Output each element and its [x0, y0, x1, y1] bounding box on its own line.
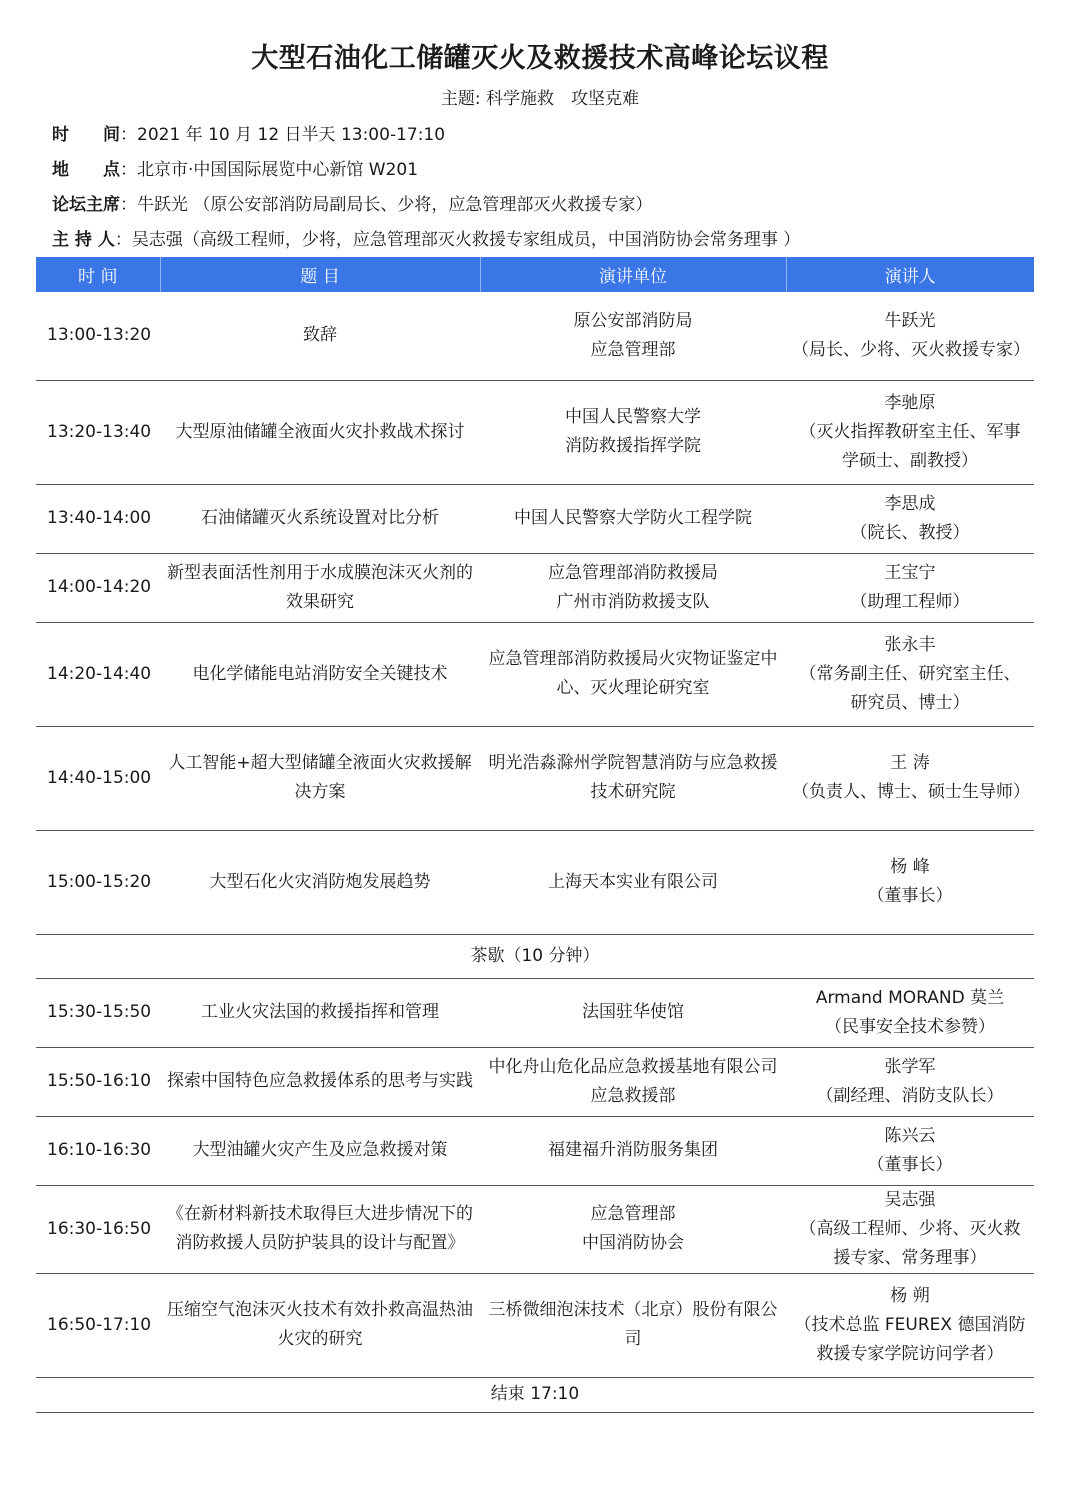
speaker-title: （灭火指挥教研室主任、军事学硕士、副教授）	[799, 421, 1021, 471]
break-label: 茶歇（10 分钟）	[36, 934, 1034, 978]
speaker-name: 李驰原	[884, 392, 936, 413]
speaker-cell	[786, 1047, 1034, 1116]
unit-cell: 上海天本实业有限公司	[480, 830, 786, 934]
time-cell: 15:00-15:20	[36, 830, 160, 934]
break-label: 结束 17:10	[36, 1377, 1034, 1412]
meta-chair	[52, 190, 652, 215]
speaker-name: 张学军	[884, 1056, 936, 1077]
speaker-name: 王 涛	[890, 753, 930, 773]
table-row	[36, 380, 1034, 484]
table-row	[36, 1047, 1034, 1116]
unit-cell: 福建福升消防服务集团	[480, 1116, 786, 1185]
speaker-name: 李思成	[884, 493, 936, 514]
speaker-title: （技术总监 FEUREX 德国消防救援专家学院访问学者）	[794, 1314, 1026, 1364]
speaker-name: 陈兴云	[884, 1125, 936, 1146]
speaker-title: （局长、少将、灭火救援专家）	[792, 339, 1030, 360]
page-title: 大型石油化工储罐灭火及救援技术高峰论坛议程	[251, 43, 829, 74]
speaker-cell	[786, 1185, 1034, 1273]
speaker-name: 王宝宁	[884, 562, 936, 583]
speaker-name: 吴志强	[884, 1189, 936, 1210]
table-row	[36, 978, 1034, 1047]
speaker-title: （董事长）	[867, 1154, 953, 1175]
meta-key: 地 点	[52, 160, 120, 180]
topic-cell: 致辞	[160, 292, 480, 380]
speaker-title: （助理工程师）	[850, 591, 970, 612]
time-cell: 14:20-14:40	[36, 622, 160, 726]
topic-cell: 石油储罐灭火系统设置对比分析	[160, 484, 480, 553]
time-cell: 13:00-13:20	[36, 292, 160, 380]
break-row	[36, 1377, 1034, 1412]
unit-cell: 应急管理部消防救援局 广州市消防救援支队	[480, 553, 786, 622]
unit-cell: 法国驻华使馆	[480, 978, 786, 1047]
time-cell: 14:40-15:00	[36, 726, 160, 830]
table-row	[36, 830, 1034, 934]
meta-value: ：2021 年 10 月 12 日半天 13:00-17:10	[120, 125, 446, 145]
speaker-title: （负责人、博士、硕士生导师）	[792, 782, 1030, 802]
speaker-title: （民事安全技术参赞）	[825, 1016, 995, 1037]
agenda-body	[36, 292, 1034, 1412]
topic-cell: 《在新材料新技术取得巨大进步情况下的消防救援人员防护装具的设计与配置》	[160, 1185, 480, 1273]
topic-cell: 压缩空气泡沫灭火技术有效扑救高温热油火灾的研究	[160, 1273, 480, 1377]
meta-value: ：吴志强（高级工程师，少将，应急管理部灭火救援专家组成员，中国消防协会常务理事 ）	[114, 230, 801, 250]
header-unit: 演讲单位	[480, 257, 786, 292]
speaker-name: 杨 朔	[890, 1285, 930, 1306]
speaker-title: （常务副主任、研究室主任、研究员、博士）	[799, 663, 1021, 713]
topic-cell: 探索中国特色应急救援体系的思考与实践	[160, 1047, 480, 1116]
speaker-cell	[786, 726, 1034, 830]
unit-cell: 中国人民警察大学 消防救援指挥学院	[480, 380, 786, 484]
break-row	[36, 934, 1034, 978]
topic-cell: 大型原油储罐全液面火灾扑救战术探讨	[160, 380, 480, 484]
time-cell: 14:00-14:20	[36, 553, 160, 622]
speaker-cell	[786, 978, 1034, 1047]
time-cell: 16:10-16:30	[36, 1116, 160, 1185]
speaker-title: （院长、教授）	[850, 522, 970, 543]
speaker-cell	[786, 1273, 1034, 1377]
unit-cell: 原公安部消防局 应急管理部	[480, 292, 786, 380]
meta-key: 主 持 人	[52, 230, 115, 250]
speaker-title: （高级工程师、少将、灭火救援专家、常务理事）	[799, 1218, 1021, 1268]
unit-cell: 中化舟山危化品应急救援基地有限公司应急救援部	[480, 1047, 786, 1116]
agenda-table	[36, 257, 1034, 1413]
table-header-row	[36, 257, 1034, 292]
speaker-cell	[786, 292, 1034, 380]
meta-value: ：牛跃光 （原公安部消防局副局长、少将，应急管理部灭火救援专家）	[120, 195, 653, 215]
meta-time	[52, 120, 445, 145]
speaker-cell	[786, 484, 1034, 553]
table-row	[36, 484, 1034, 553]
table-row	[36, 553, 1034, 622]
speaker-cell	[786, 1116, 1034, 1185]
speaker-name: 张永丰	[884, 634, 936, 655]
table-row	[36, 622, 1034, 726]
speaker-cell	[786, 380, 1034, 484]
speaker-title: （副经理、消防支队长）	[816, 1085, 1004, 1106]
header-time: 时 间	[36, 257, 160, 292]
time-cell: 15:50-16:10	[36, 1047, 160, 1116]
meta-key: 论坛主席	[52, 195, 120, 215]
topic-cell: 人工智能+超大型储罐全液面火灾救援解决方案	[160, 726, 480, 830]
meta-location	[52, 155, 418, 180]
speaker-name: 牛跃光	[884, 310, 936, 331]
unit-cell: 三桥微细泡沫技术（北京）股份有限公司	[480, 1273, 786, 1377]
time-cell: 16:30-16:50	[36, 1185, 160, 1273]
topic-cell: 大型油罐火灾产生及应急救援对策	[160, 1116, 480, 1185]
table-row	[36, 1185, 1034, 1273]
table-row	[36, 292, 1034, 380]
topic-cell: 大型石化火灾消防炮发展趋势	[160, 830, 480, 934]
meta-key: 时 间	[52, 125, 120, 145]
topic-cell: 工业火灾法国的救援指挥和管理	[160, 978, 480, 1047]
speaker-name: Armand MORAND 莫兰	[815, 987, 1005, 1008]
topic-cell: 新型表面活性剂用于水成膜泡沫灭火剂的效果研究	[160, 553, 480, 622]
speaker-name: 杨 峰	[890, 857, 930, 877]
header-speaker: 演讲人	[786, 257, 1034, 292]
speaker-title: （董事长）	[867, 886, 953, 906]
speaker-cell	[786, 553, 1034, 622]
meta-value: ：北京市·中国国际展览中心新馆 W201	[120, 160, 419, 180]
table-row	[36, 726, 1034, 830]
table-row	[36, 1273, 1034, 1377]
unit-cell: 中国人民警察大学防火工程学院	[480, 484, 786, 553]
time-cell: 13:20-13:40	[36, 380, 160, 484]
forum-theme: 主题: 科学施救 攻坚克难	[440, 89, 640, 109]
header-topic: 题 目	[160, 257, 480, 292]
unit-cell: 应急管理部 中国消防协会	[480, 1185, 786, 1273]
table-row	[36, 1116, 1034, 1185]
unit-cell: 应急管理部消防救援局火灾物证鉴定中心、灭火理论研究室	[480, 622, 786, 726]
meta-host	[52, 225, 800, 250]
speaker-cell	[786, 830, 1034, 934]
time-cell: 13:40-14:00	[36, 484, 160, 553]
unit-cell: 明光浩淼滁州学院智慧消防与应急救援技术研究院	[480, 726, 786, 830]
time-cell: 16:50-17:10	[36, 1273, 160, 1377]
time-cell: 15:30-15:50	[36, 978, 160, 1047]
speaker-cell	[786, 622, 1034, 726]
topic-cell: 电化学储能电站消防安全关键技术	[160, 622, 480, 726]
